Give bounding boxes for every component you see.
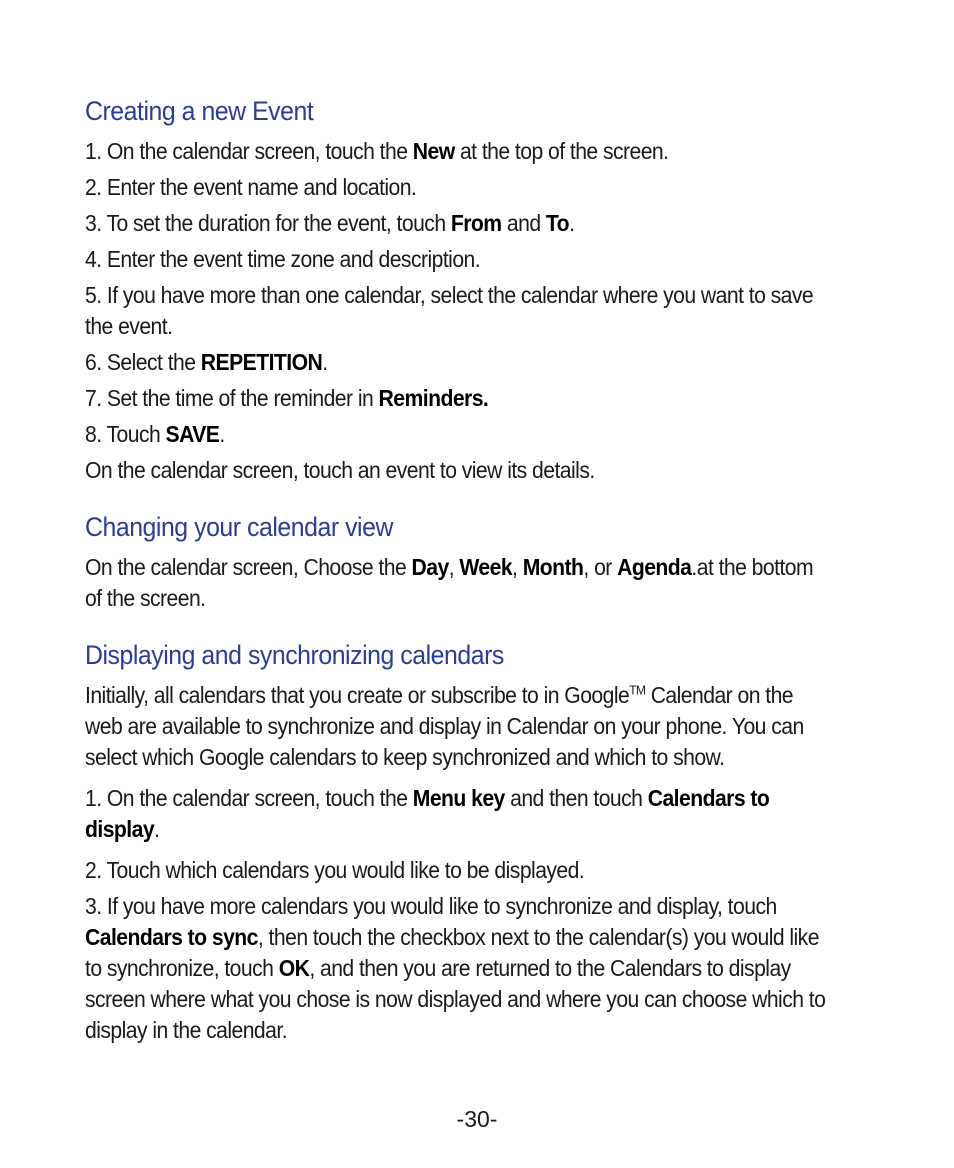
step-8: 8. Touch SAVE.: [85, 421, 225, 447]
sync-step-3: 3. If you have more calendars you would like to synchronize and display, touch Calendars to sync, then touch the checkbox next to the calendar(s) you would like to synchronize, touch OK, and then you are returned to the Calendars to display screen where what you chose is now displayed and where you can choose which to display in the calendar.: [85, 893, 826, 1043]
note-view-details: On the calendar screen, touch an event to view its details.: [85, 457, 595, 483]
heading-calendar-view: Changing your calendar view: [85, 512, 393, 542]
term-new: New: [412, 138, 455, 164]
term-repetition: REPETITION: [200, 349, 323, 375]
term-menu-key: Menu key: [412, 785, 505, 811]
calendar-view-text: On the calendar screen, Choose the Day, Week, Month, or Agenda.at the bottom of the screen.: [85, 554, 814, 611]
term-day: Day: [411, 554, 449, 580]
term-calendars-to-display: Calendars to display: [85, 785, 770, 842]
step-6: 6. Select the REPETITION.: [85, 349, 328, 375]
step-2: 2. Enter the event name and location.: [85, 174, 417, 200]
term-week: Week: [459, 554, 513, 580]
term-from: From: [450, 210, 502, 236]
sync-step-2: 2. Touch which calendars you would like to be displayed.: [85, 857, 585, 883]
page-number: -30-: [456, 1106, 498, 1132]
sync-step-1: 1. On the calendar screen, touch the Menu key and then touch Calendars to display.: [85, 785, 770, 842]
term-reminders: Reminders.: [378, 385, 489, 411]
step-1: 1. On the calendar screen, touch the New at the top of the screen.: [85, 138, 669, 164]
term-agenda: Agenda: [617, 554, 692, 580]
heading-sync-calendars: Displaying and synchronizing calendars: [85, 640, 504, 670]
heading-creating-event: Creating a new Event: [85, 96, 314, 126]
step-5: 5. If you have more than one calendar, select the calendar where you want to save the event.: [85, 282, 814, 339]
page-content: [85, 94, 830, 1051]
term-save: SAVE: [165, 421, 220, 447]
step-3: 3. To set the duration for the event, touch From and To.: [85, 210, 575, 236]
sync-intro: Initially, all calendars that you create or subscribe to in Google™ Calendar on the web are available to synchronize and display in Calendar on your phone. You can select which Google calendars to keep synchronized and which to show.: [85, 682, 804, 770]
term-ok: OK: [278, 955, 310, 981]
step-7: 7. Set the time of the reminder in Reminders.: [85, 385, 489, 411]
term-to: To: [545, 210, 570, 236]
trademark: TM: [629, 682, 646, 698]
step-4: 4. Enter the event time zone and description.: [85, 246, 481, 272]
term-calendars-to-sync: Calendars to sync: [85, 924, 258, 950]
term-month: Month: [522, 554, 584, 580]
